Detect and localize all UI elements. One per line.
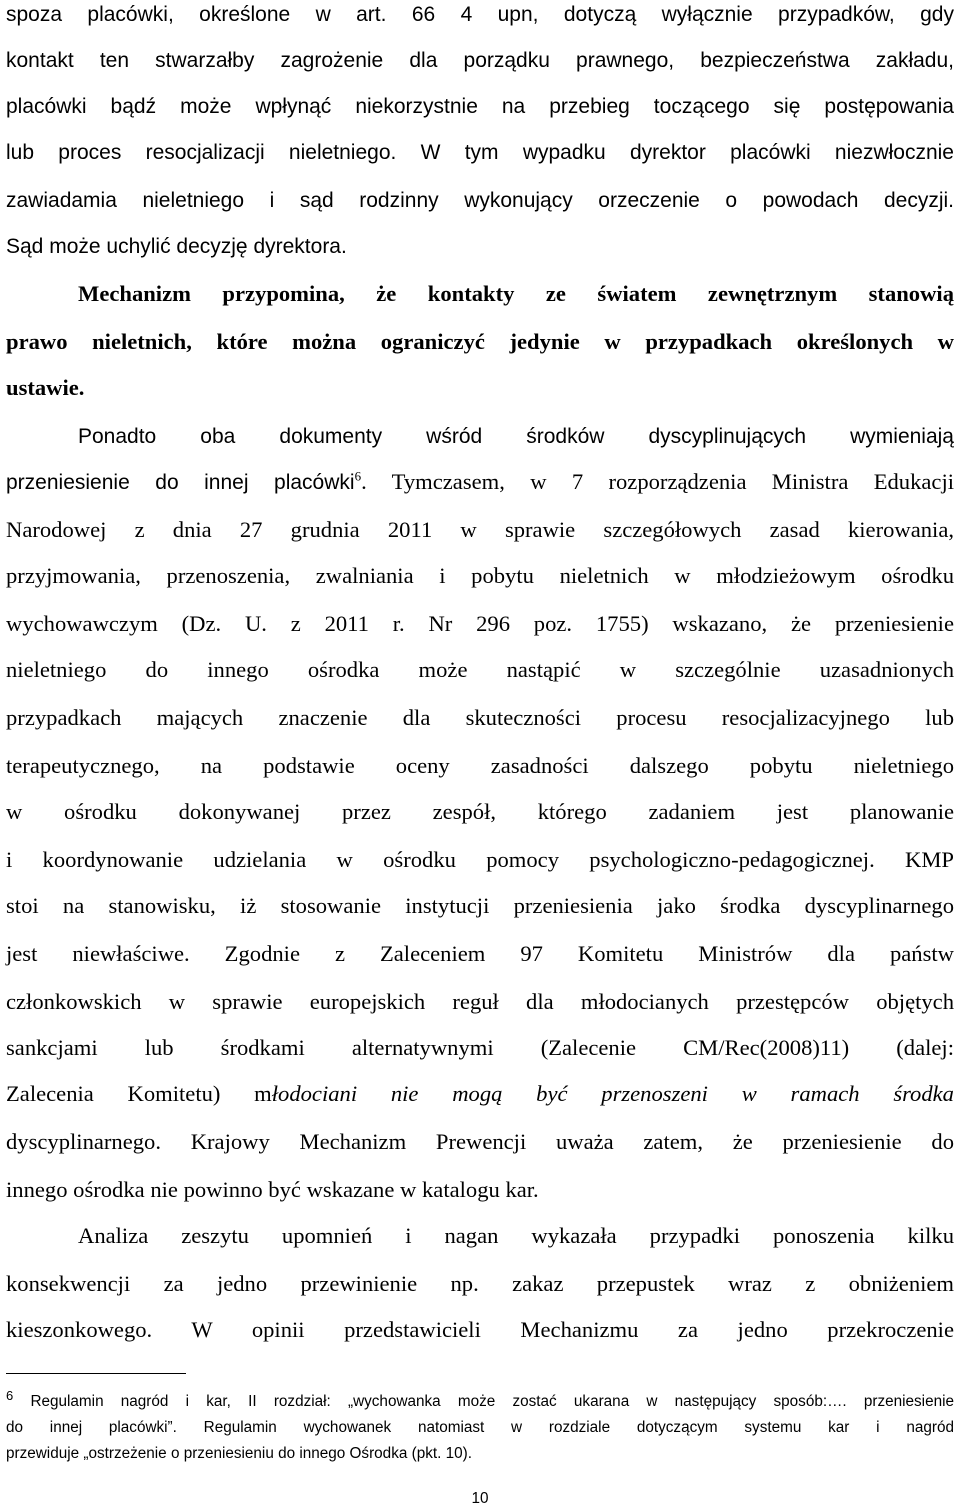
text-line [6, 516, 954, 544]
text-line [6, 940, 954, 968]
text-line [78, 280, 954, 308]
text-run: terapeutycznego, na podstawie oceny zasadności dalszego pobytu nieletniego [6, 753, 954, 778]
text-line [6, 562, 954, 590]
text-run: przypadkach mających znaczenie dla skuteczności procesu resocjalizacyjnego lub [6, 705, 954, 730]
text-line [6, 232, 954, 260]
text-run: Mechanizm przypomina, że kontakty ze światem zewnętrznym stanowią [78, 281, 954, 306]
text-run: łodociani nie mogą być przenoszeni w ramach środka [271, 1081, 954, 1106]
text-line [6, 1176, 954, 1204]
text-run: wychowawczym (Dz. U. z 2011 r. Nr 296 poz. 1755) wskazano, że przeniesienie [6, 611, 954, 636]
text-line [6, 892, 954, 920]
text-run: przewiduje „ostrzeżenie o przeniesieniu do innego Ośrodka (pkt. 10). [6, 1445, 472, 1462]
text-line [6, 468, 954, 496]
text-run: Narodowej z dnia 27 grudnia 2011 w sprawie szczegółowych zasad kierowania, [6, 517, 954, 542]
text-run: i koordynowanie udzielania w ośrodku pomocy psychologiczno-pedagogicznej. KMP [6, 847, 954, 872]
text-line [6, 328, 954, 356]
footnote-separator [6, 1373, 186, 1374]
text-run: kontakt ten stwarzałby zagrożenie dla porządku prawnego, bezpieczeństwa zakładu, [6, 49, 954, 72]
text-run: prawo nieletnich, które można ograniczyć jedynie w przypadkach określonych w [6, 329, 954, 354]
text-line [6, 0, 954, 28]
text-run: zawiadamia nieletniego i sąd rodzinny wykonujący orzeczenie o powodach decyzji. [6, 189, 954, 212]
text-line [6, 704, 954, 732]
text-run: Analiza zeszytu upomnień i nagan wykazała przypadki ponoszenia kilku [78, 1223, 954, 1248]
text-run: przyjmowania, przenoszenia, zwalniania i pobytu nieletnich w młodzieżowym ośrodku [6, 563, 954, 588]
text-line [6, 92, 954, 120]
text-line [78, 1222, 954, 1250]
text-run: kieszonkowego. W opinii przedstawicieli Mechanizmu za jedno przekroczenie [6, 1317, 954, 1342]
text-line [6, 610, 954, 638]
text-run: w ośrodku dokonywanej przez zespół, którego zadaniem jest planowanie [6, 799, 954, 824]
text-line [6, 374, 954, 402]
text-run: konsekwencji za jedno przewinienie np. zakaz przepustek wraz z obniżeniem [6, 1271, 954, 1296]
text-run: stoi na stanowisku, iż stosowanie instytucji przeniesienia jako środka dyscyplinarnego [6, 893, 954, 918]
footnote-line [6, 1444, 954, 1464]
text-run: Zalecenia Komitetu) m [6, 1081, 272, 1106]
text-run: przeniesienie do innej placówki [6, 471, 355, 494]
text-line [6, 1128, 954, 1156]
text-line [6, 1080, 954, 1108]
page-number: 10 [471, 1490, 489, 1507]
text-run: do innej placówki”. Regulamin wychowanek natomiast w rozdziale dotyczącym systemu kar i nagród [6, 1419, 954, 1436]
text-run: dyscyplinarnego. Krajowy Mechanizm Prewencji uważa zatem, że przeniesienie do [6, 1129, 954, 1154]
text-run: nieletniego do innego ośrodka może nastąpić w szczególnie uzasadnionych [6, 657, 954, 682]
text-line [6, 656, 954, 684]
text-line [6, 1316, 954, 1344]
text-run: placówki bądź może wpłynąć niekorzystnie na przebieg toczącego się postępowania [6, 95, 954, 118]
text-line [6, 988, 954, 1016]
text-line [6, 138, 954, 166]
text-line [6, 798, 954, 826]
text-line [6, 46, 954, 74]
text-run: Sąd może uchylić decyzję dyrektora. [6, 235, 347, 258]
text-run: spoza placówki, określone w art. 66 4 upn, dotyczą wyłącznie przypadków, gdy [6, 3, 954, 26]
footnote-line [6, 1418, 954, 1438]
footnote-line [6, 1387, 954, 1412]
text-run: Ponadto oba dokumenty wśród środków dyscyplinujących wymieniają [78, 425, 954, 448]
text-run: jest niewłaściwe. Zgodnie z Zaleceniem 97 Komitetu Ministrów dla państw [6, 941, 954, 966]
text-run: . Tymczasem, w 7 rozporządzenia Ministra Edukacji [361, 469, 955, 494]
text-run: ustawie. [6, 375, 85, 400]
text-run: innego ośrodka nie powinno być wskazane w katalogu kar. [6, 1177, 539, 1202]
text-line [78, 422, 954, 450]
text-run: Regulamin nagród i kar, II rozdział: „wychowanka może zostać ukarana w następujący sposób:…. przeniesienie [13, 1393, 954, 1410]
footnote-marker: 6 [354, 468, 362, 484]
text-run: członkowskich w sprawie europejskich reguł dla młodocianych przestępców objętych [6, 989, 954, 1014]
text-run: sankcjami lub środkami alternatywnymi (Zalecenie CM/Rec(2008)11) (dalej: [6, 1035, 954, 1060]
text-line [6, 1270, 954, 1298]
text-line [6, 846, 954, 874]
text-line [6, 186, 954, 214]
text-line [6, 752, 954, 780]
text-line [6, 1034, 954, 1062]
footnote-marker: 6 [6, 1387, 14, 1403]
text-run: lub proces resocjalizacji nieletniego. W tym wypadku dyrektor placówki niezwłocznie [6, 141, 954, 164]
